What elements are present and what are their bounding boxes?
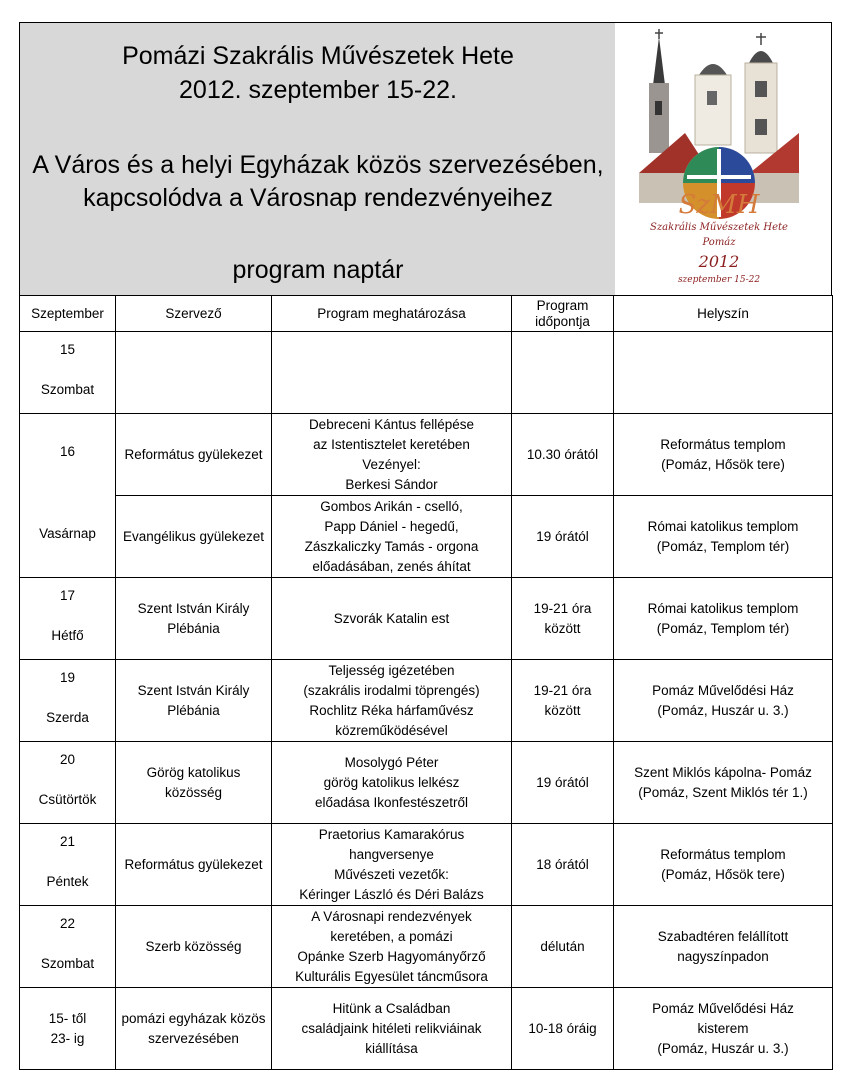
organizer-cell [116,332,272,414]
cell-text-line: hangversenye [349,846,434,862]
venue-cell [614,906,833,988]
program-cell [272,496,512,578]
table-row [20,988,833,1070]
table-row [20,578,833,660]
cell-text-line: Hitünk a Családban [332,1000,451,1016]
cell-text-line: (Pomáz, Hősök tere) [661,866,785,882]
table-row [20,824,833,906]
logo-brand: SzMH [678,190,760,220]
table-header-row [20,296,833,332]
cell-text-line: Rochlitz Réka hárfaművész [309,702,474,718]
cell-text-line: Kéringer László és Déri Balázs [299,886,484,902]
logo-line-2: Pomáz [702,237,736,248]
organizer-cell: Szerb közösség [116,906,272,988]
organizer-cell: Evangélikus gyülekezet [116,496,272,578]
cell-text-line: Gombos Arikán - cselló, [320,498,463,514]
organizer-cell: Református gyülekezet [116,824,272,906]
cell-text-line: előadásában, zenés áhítat [312,558,471,574]
venue-cell [614,742,833,824]
day-name: Szerda [46,710,89,725]
cell-text-line: között [544,702,581,718]
day-number: 19 [59,670,76,685]
logo-line-1: Szakrális Művészetek Hete [650,222,788,233]
venue-cell [614,332,833,414]
day-cell [20,742,116,824]
venue-cell [614,496,833,578]
program-cell [272,332,512,414]
cell-text-line: (szakrális irodalmi töprengés) [303,682,480,698]
cell-text-line: Római katolikus templom [647,600,799,616]
program-cell [272,660,512,742]
day-name: Szombat [40,956,95,971]
cell-text-line: Római katolikus templom [647,518,799,534]
program-cell [272,988,512,1070]
cell-text-line: kiállítása [365,1040,418,1056]
program-cell: Szvorák Katalin est [272,578,512,660]
program-cell [272,742,512,824]
organizer-cell [116,578,272,660]
cell-text-line: az Istentisztelet keretében [313,436,470,452]
cell-text-line: Pomáz Művelődési Ház [652,682,794,698]
col-header-organizer: Szervező [116,296,272,332]
program-cell [272,824,512,906]
cell-text-line: Vezényel: [362,456,421,472]
time-cell [512,578,614,660]
program-table [19,295,833,1070]
cell-text-line: Opánke Szerb Hagyományőrző [297,948,486,964]
time-cell: 19 órától [512,496,614,578]
organizer-cell [116,660,272,742]
venue-cell [614,414,833,496]
cell-text-line: Görög katolikus [146,764,241,780]
day-number: 16 [59,444,76,459]
cell-text-line: Pomáz Művelődési Ház [652,1000,794,1016]
cell-text-line: Művészeti vezetők: [334,866,449,882]
day-cell [20,906,116,988]
day-cell [20,824,116,906]
cell-text-line: Református templom [660,846,786,862]
table-row [20,906,833,988]
time-cell: 19 órától [512,742,614,824]
cell-text-line: Református templom [660,436,786,452]
col-header-time: Program időpontja [512,296,614,332]
cell-text-line: családjaink hitéleti relikviáinak [301,1020,482,1036]
program-cell [272,414,512,496]
col-header-program: Program meghatározása [272,296,512,332]
cell-text-line: pomázi egyházak közös [121,1010,266,1026]
time-cell: délután [512,906,614,988]
cell-text-line: görög katolikus lelkész [323,774,460,790]
day-cell [20,414,116,578]
header-banner [19,22,616,296]
organizer-cell [116,742,272,824]
cell-text-line: 23- ig [50,1030,85,1046]
table-row [20,660,833,742]
cell-text-line: (Pomáz, Huszár u. 3.) [657,702,789,718]
table-row [20,496,833,578]
cell-text-line: 15- től [48,1010,87,1026]
day-number: 20 [59,752,76,767]
cell-text-line: közreműködésével [335,722,448,738]
venue-cell [614,578,833,660]
title-line-1: Pomázi Szakrális Művészetek Hete [122,42,514,70]
day-number: 22 [59,916,76,931]
cell-text-line: Berkesi Sándor [345,476,438,492]
cell-text-line: Teljesség igézetében [328,662,455,678]
day-number: 17 [59,588,76,603]
cell-text-line: (Pomáz, Szent Miklós tér 1.) [638,784,808,800]
subtitle-line-1: A Város és a helyi Egyházak közös szervezésében, [32,151,604,179]
cell-text-line: A Városnapi rendezvények [311,908,472,924]
day-name: Vasárnap [39,526,96,541]
cell-text-line: Debreceni Kántus fellépése [308,416,475,432]
logo-year: 2012 [698,252,740,271]
cell-text-line: kisterem [697,1020,749,1036]
venue-cell [614,660,833,742]
col-header-venue: Helyszín [614,296,833,332]
venue-cell [614,824,833,906]
program-calendar-label: program naptár [232,256,404,284]
cell-text-line: keretében, a pomázi [330,928,453,944]
day-number: 21 [59,834,76,849]
organizer-cell [116,988,272,1070]
time-cell: 10-18 óráig [512,988,614,1070]
cell-text-line: Mosolygó Péter [344,754,439,770]
cell-text-line: Zászkaliczky Tamás - orgona [304,538,479,554]
subtitle-line-2: kapcsolódva a Városnap rendezvényeihez [83,184,553,212]
day-name: Csütörtök [38,792,97,807]
time-cell: 18 órától [512,824,614,906]
cell-text-line: Szabadtéren felállított [657,928,789,944]
cell-text-line: közösség [164,784,223,800]
program-cell [272,906,512,988]
cell-text-line: 19-21 óra [533,682,592,698]
cell-text-line: Plébánia [167,620,220,636]
time-cell [512,332,614,414]
day-name: Péntek [46,874,89,889]
cell-text-line: Papp Dániel - hegedű, [324,518,459,534]
cell-text-line: Plébánia [167,702,220,718]
cell-text-line: Szent István Király [137,682,250,698]
day-cell [20,660,116,742]
cell-text-line: Kulturális Egyesület táncműsora [295,968,488,984]
cell-text-line: nagyszínpadon [677,948,769,964]
day-cell [20,332,116,414]
table-row [20,414,833,496]
cell-text-line: Szent István Király [137,600,250,616]
cell-text-line: között [544,620,581,636]
cell-text-line: előadása Ikonfestészetről [314,794,469,810]
cell-text-line: (Pomáz, Templom tér) [656,620,790,636]
title-line-2: 2012. szeptember 15-22. [179,76,457,104]
szmh-logo [615,23,831,296]
organizer-cell: Református gyülekezet [116,414,272,496]
time-cell: 10.30 órától [512,414,614,496]
table-row [20,332,833,414]
cell-text-line: (Pomáz, Hősök tere) [661,456,785,472]
venue-cell [614,988,833,1070]
day-range-cell [20,988,116,1070]
cell-text-line: 19-21 óra [533,600,592,616]
day-number: 15 [59,342,76,357]
cell-text-line: Szent Miklós kápolna- Pomáz [634,764,812,780]
day-cell [20,578,116,660]
table-row [20,742,833,824]
time-cell [512,660,614,742]
day-name: Hétfő [51,628,84,643]
cell-text-line: (Pomáz, Templom tér) [656,538,790,554]
logo-cell [615,22,832,296]
col-header-month: Szeptember [20,296,116,332]
cell-text-line: szervezésében [148,1030,239,1046]
logo-dates: szeptember 15-22 [677,275,761,285]
day-name: Szombat [40,382,95,397]
cell-text-line: Praetorius Kamarakórus [318,826,465,842]
cell-text-line: (Pomáz, Huszár u. 3.) [657,1040,789,1056]
